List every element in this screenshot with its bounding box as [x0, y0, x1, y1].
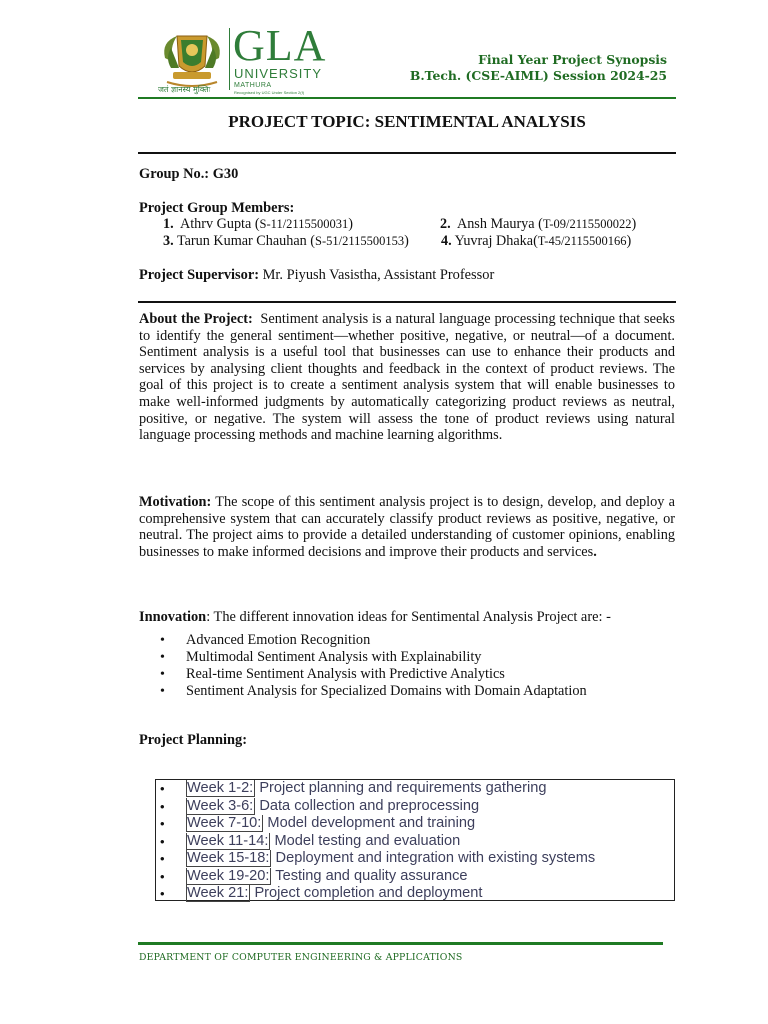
list-item: • Week 15-18: Deployment and integration with existing systems — [156, 850, 595, 868]
university-emblem — [157, 28, 227, 90]
list-item: • Week 11-14: Model testing and evaluation — [156, 833, 595, 851]
list-item: • Week 19-20: Testing and quality assurance — [156, 868, 595, 886]
header-title-block — [410, 52, 667, 84]
member-4: 4. Yuvraj Dhaka(T-45/2115500166) — [441, 233, 632, 249]
about-text: Sentiment analysis is a natural language processing technique that seeks to identify the general sentiment—whether positive, negative, or neutral—of a document. Sentiment analysis is a useful tool that businesses can use to enhance their products and services by analysing client thoughts and feedback in the context of product reviews. The goal of this project is to create a sentiment analysis system that will enable businesses to make well-informed judgments by automatically categorizing product reviews as neutral, positive, or negative. The system will assess the tone of product reviews using natural language processing methods and machine learning algorithms. — [139, 311, 675, 444]
motivation-text: The scope of this sentiment analysis project is to design, develop, and deploy a comprehensive system that can accurately classify product reviews as positive, negative, or neutral. The project aims to provide a detailed understanding of customer opinions, enabling businesses to make informed decisions and improve their products and services — [139, 494, 675, 560]
member-3: 3. Tarun Kumar Chauhan (S-51/2115500153) — [163, 233, 409, 249]
list-item: • Sentiment Analysis for Specialized Domains with Domain Adaptation — [158, 683, 587, 700]
list-item: • Multimodal Sentiment Analysis with Explainability — [158, 649, 587, 666]
logo-city-text: MATHURA — [234, 82, 272, 89]
list-item: • Week 3-6: Data collection and preprocessing — [156, 798, 595, 816]
members-heading: Project Group Members: — [139, 200, 295, 216]
footer-department: DEPARTMENT OF COMPUTER ENGINEERING & APPLICATIONS — [139, 952, 463, 963]
innovation-label: Innovation — [139, 609, 207, 625]
list-item: • Week 7-10: Model development and training — [156, 815, 595, 833]
divider-1 — [138, 152, 676, 154]
supervisor-label: Project Supervisor: — [139, 267, 260, 283]
header-line-synopsis: Final Year Project Synopsis — [478, 52, 667, 67]
divider-2 — [138, 301, 676, 303]
logo-accreditation-text: Recognised by UGC Under Section 2(f) — [234, 90, 305, 95]
supervisor-value: Mr. Piyush Vasistha, Assistant Professor — [262, 267, 495, 283]
logo-divider — [229, 28, 230, 90]
innovation-text: : The different innovation ideas for Sentimental Analysis Project are: - — [206, 609, 611, 625]
planning-list — [156, 780, 595, 903]
motivation-label: Motivation: — [139, 494, 212, 510]
footer-rule — [138, 942, 663, 945]
group-value: G30 — [212, 166, 239, 182]
motivation-paragraph: Motivation: The scope of this sentiment analysis project is to design, develop, and deploy a comprehensive system that can accurately classify product reviews as positive, negative, or neutral. The project aims to provide a detailed understanding of customer opinions, enabling businesses to make informed decisions and improve their products and services. — [139, 494, 675, 560]
supervisor — [139, 267, 494, 284]
list-item: • Real-time Sentiment Analysis with Predictive Analytics — [158, 666, 587, 683]
list-item: • Week 21: Project completion and deployment — [156, 885, 595, 903]
innovation-intro — [139, 609, 611, 626]
group-label: Group No.: — [139, 166, 210, 182]
header-line-session: B.Tech. (CSE-AIML) Session 2024-25 — [409, 68, 667, 83]
about-paragraph — [139, 311, 675, 444]
header-rule — [138, 97, 676, 99]
logo-motto: जतं ज्ञानस्य मुक्तिः — [158, 85, 211, 94]
member-2: 2. Ansh Maurya (T-09/2115500022) — [440, 216, 637, 232]
group-number — [139, 166, 238, 183]
logo-university-text: UNIVERSITY — [234, 66, 323, 81]
list-item: • Week 1-2: Project planning and requirements gathering — [156, 780, 595, 798]
innovation-list — [158, 632, 587, 700]
member-1: 1. Athrv Gupta (S-11/2115500031) — [163, 216, 353, 232]
project-topic: PROJECT TOPIC: SENTIMENTAL ANALYSIS — [228, 112, 586, 131]
logo-gla-text: GLA — [233, 21, 327, 70]
about-label: About the Project: — [139, 311, 253, 327]
list-item: • Advanced Emotion Recognition — [158, 632, 587, 649]
planning-heading: Project Planning: — [139, 732, 248, 748]
planning-box — [155, 779, 675, 901]
